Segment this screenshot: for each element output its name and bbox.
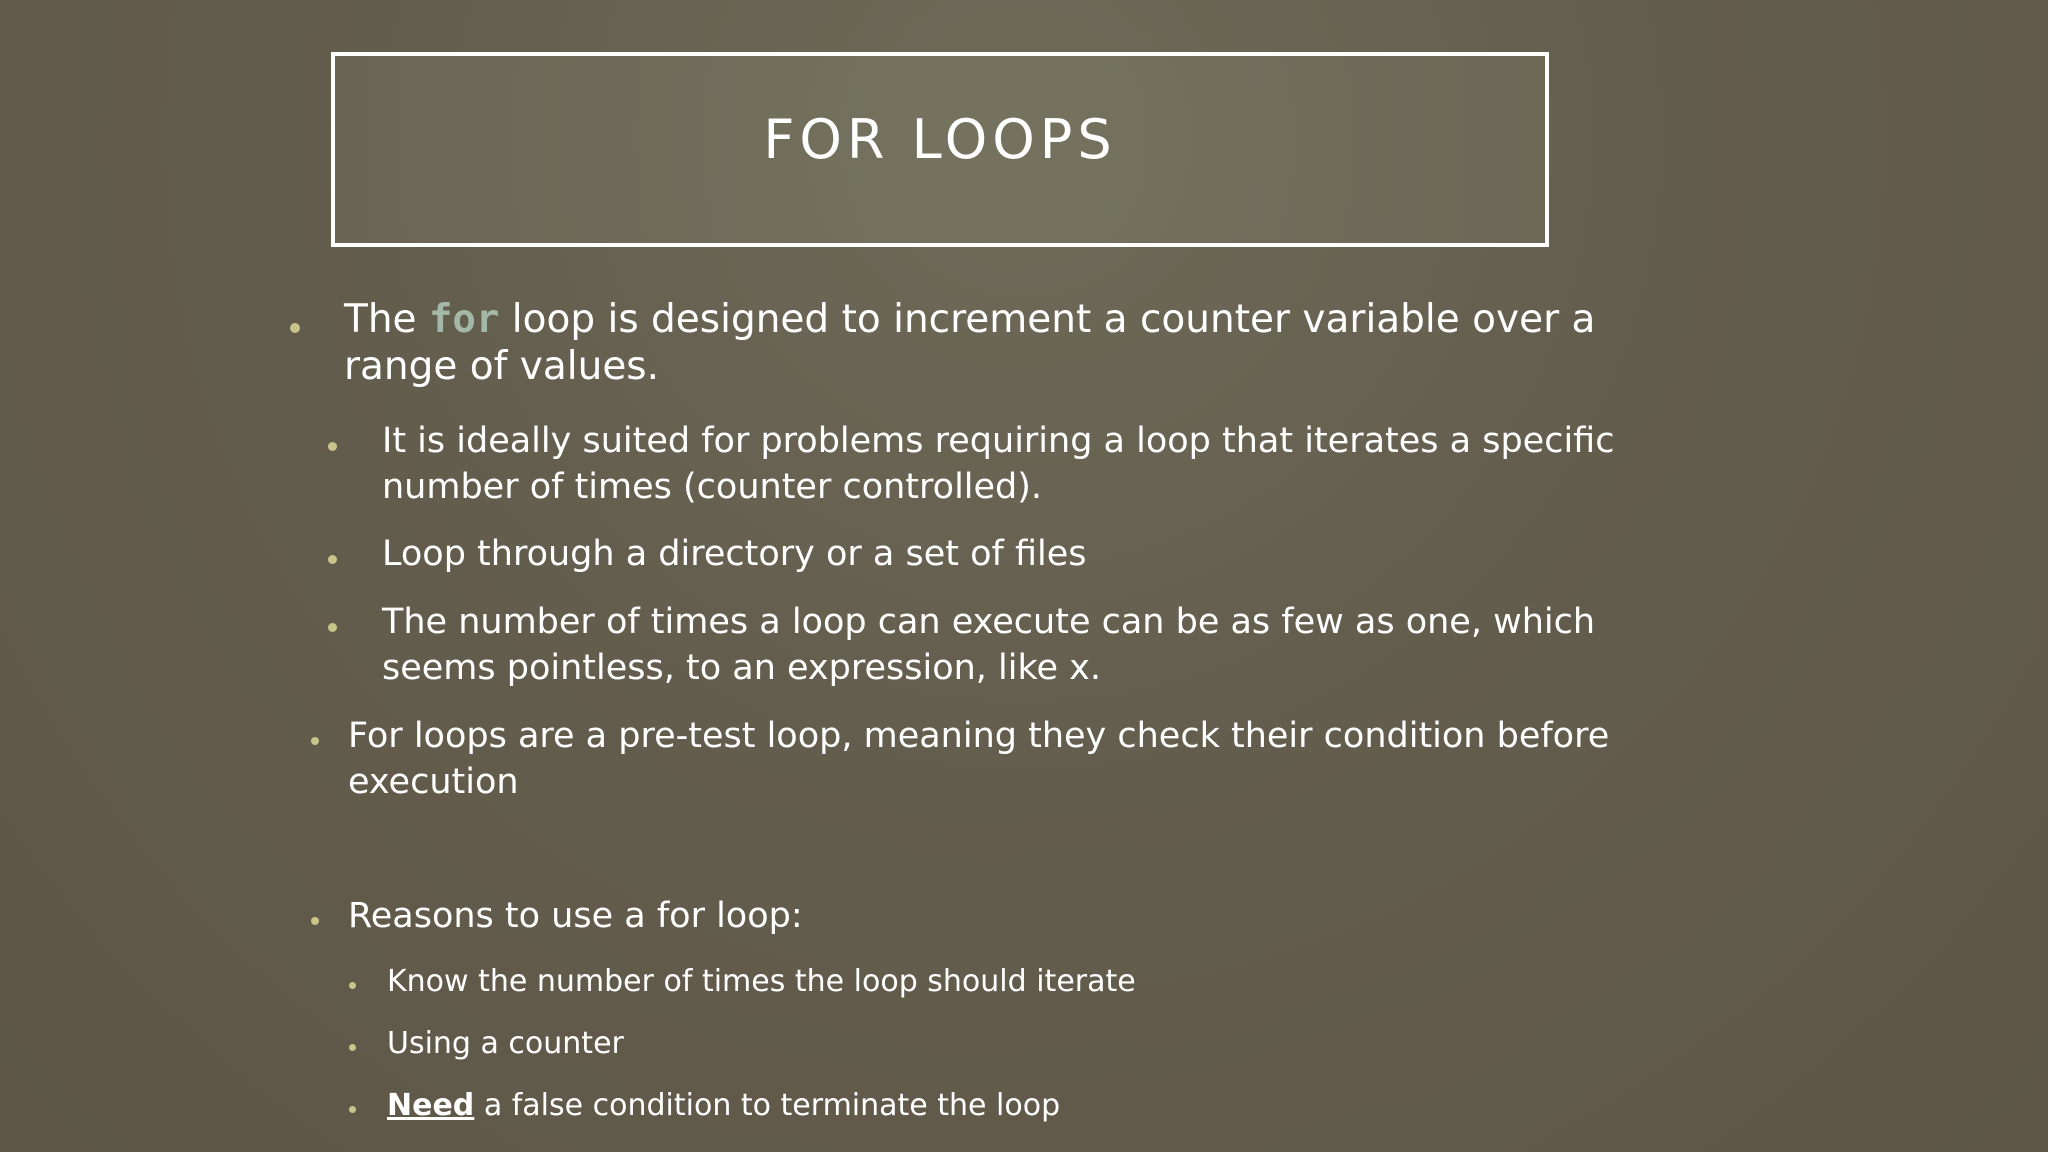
bullet-level2-using-counter	[349, 1024, 1587, 1064]
bullet-level2-number-of-times	[328, 599, 1622, 691]
bullet-text: It is ideally suited for problems requiring a loop that iterates a specific number of times (counter controlled).	[382, 421, 1615, 507]
bullet-text-pre: The	[344, 297, 429, 342]
bullet-level1-reasons	[311, 893, 1648, 939]
bullet-dot-icon	[328, 623, 337, 632]
bullet-text: Using a counter	[387, 1026, 624, 1061]
bullet-level2-ideally-suited	[328, 418, 1622, 510]
bullet-dot-icon	[311, 917, 319, 925]
bullet-level1-for-loop-intro	[290, 296, 1644, 390]
bullet-dot-icon	[349, 1044, 356, 1051]
bullet-dot-icon	[290, 323, 300, 333]
bullet-text	[387, 1086, 1587, 1126]
bullet-level2-know-number	[349, 962, 1587, 1002]
bullet-dot-icon	[328, 442, 337, 451]
title-box	[331, 52, 1549, 247]
bullet-text: The number of times a loop can execute can be as few as one, which seems pointless, to an expression, like x.	[382, 602, 1596, 688]
bullet-text: Know the number of times the loop should iterate	[387, 964, 1136, 999]
bullet-text: Reasons to use a for loop:	[348, 896, 803, 936]
bullet-dot-icon	[349, 982, 356, 989]
slide-title: FOR LOOPS	[763, 108, 1117, 171]
bullet-level2-directory	[328, 531, 1622, 577]
bullet-text: Loop through a directory or a set of files	[382, 534, 1087, 574]
bullet-dot-icon	[328, 555, 337, 564]
bullet-text-post: loop is designed to increment a counter variable over a range of values.	[344, 297, 1596, 389]
bullet-text	[344, 296, 1644, 390]
bullet-text-rest: a false condition to terminate the loop	[474, 1088, 1061, 1123]
bullet-level1-pre-test	[311, 713, 1648, 805]
emphasis-need: Need	[387, 1088, 475, 1123]
bullet-dot-icon	[349, 1106, 356, 1113]
bullet-text: For loops are a pre-test loop, meaning they check their condition before execution	[348, 716, 1610, 802]
bullet-level2-false-condition	[349, 1086, 1587, 1126]
bullet-dot-icon	[311, 737, 319, 745]
inline-code-for: for	[428, 297, 500, 342]
